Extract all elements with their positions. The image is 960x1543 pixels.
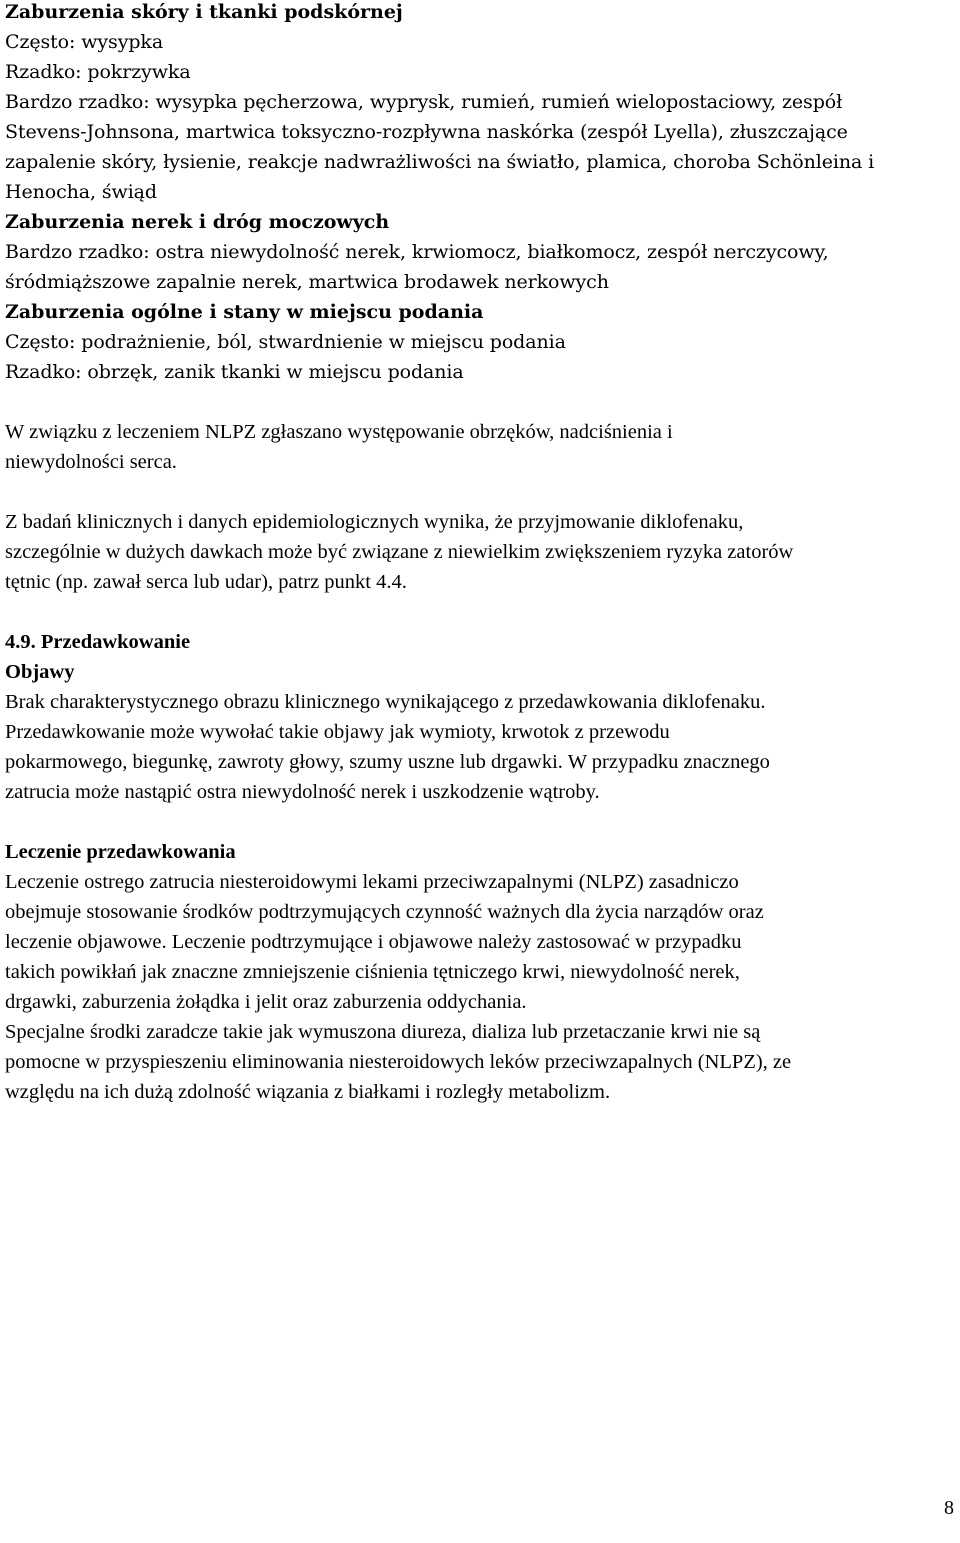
text-line: Bardzo rzadko: ostra niewydolność nerek, krwiomocz, białkomocz, zespół nerczycowy,: [5, 241, 829, 263]
text-line: Często: podrażnienie, ból, stwardnienie w miejscu podania: [5, 331, 566, 353]
subheading-treatment: Leczenie przedawkowania: [5, 841, 236, 863]
text-line: Henocha, świąd: [5, 181, 157, 203]
document-page: [5, 0, 955, 1107]
spacer: [5, 807, 955, 837]
page-number: 8: [944, 1497, 954, 1519]
section-title-overdose: 4.9. Przedawkowanie: [5, 631, 191, 653]
text-line: śródmiąższowe zapalnie nerek, martwica brodawek nerkowych: [5, 271, 609, 293]
subheading-symptoms: Objawy: [5, 661, 75, 683]
spacer: [5, 387, 955, 417]
text-line: względu na ich dużą zdolność wiązania z białkami i rozległy metabolizm.: [5, 1081, 611, 1103]
spacer: [5, 597, 955, 627]
text-line: niewydolności serca.: [5, 451, 177, 473]
text-line: leczenie objawowe. Leczenie podtrzymujące i objawowe należy zastosować w przypadku: [5, 931, 742, 953]
text-line: Brak charakterystycznego obrazu klinicznego wynikającego z przedawkowania diklofenaku.: [5, 691, 766, 713]
text-line: pomocne w przyspieszeniu eliminowania niesteroidowych leków przeciwzapalnych (NLPZ), ze: [5, 1051, 792, 1073]
text-line: tętnic (np. zawał serca lub udar), patrz punkt 4.4.: [5, 571, 407, 593]
text-line: Z badań klinicznych i danych epidemiologicznych wynika, że przyjmowanie diklofenaku,: [5, 511, 744, 533]
text-line: takich powikłań jak znaczne zmniejszenie ciśnienia tętniczego krwi, niewydolność nerek,: [5, 961, 740, 983]
text-line: Specjalne środki zaradcze takie jak wymuszona diureza, dializa lub przetaczanie krwi nie są: [5, 1021, 761, 1043]
text-line: W związku z leczeniem NLPZ zgłaszano występowanie obrzęków, nadciśnienia i: [5, 421, 673, 443]
text-line: Przedawkowanie może wywołać takie objawy jak wymioty, krwotok z przewodu: [5, 721, 670, 743]
text-line: Bardzo rzadko: wysypka pęcherzowa, wyprysk, rumień, rumień wielopostaciowy, zespół: [5, 91, 843, 113]
text-line: pokarmowego, biegunkę, zawroty głowy, szumy uszne lub drgawki. W przypadku znacznego: [5, 751, 770, 773]
text-line: zapalenie skóry, łysienie, reakcje nadwrażliwości na światło, plamica, choroba Schönleina i: [5, 151, 875, 173]
section-heading-general: Zaburzenia ogólne i stany w miejscu podania: [5, 301, 484, 323]
text-line: szczególnie w dużych dawkach może być związane z niewielkim zwiększeniem ryzyka zatorów: [5, 541, 794, 563]
text-line: Rzadko: pokrzywka: [5, 61, 191, 83]
text-line: Stevens-Johnsona, martwica toksyczno-rozpływna naskórka (zespół Lyella), złuszczające: [5, 121, 848, 143]
text-line: Leczenie ostrego zatrucia niesteroidowymi lekami przeciwzapalnymi (NLPZ) zasadniczo: [5, 871, 739, 893]
spacer: [5, 477, 955, 507]
section-heading-skin: Zaburzenia skóry i tkanki podskórnej: [5, 1, 403, 23]
text-line: Rzadko: obrzęk, zanik tkanki w miejscu podania: [5, 361, 464, 383]
text-line: obejmuje stosowanie środków podtrzymujących czynność ważnych dla życia narządów oraz: [5, 901, 764, 923]
text-line: zatrucia może nastąpić ostra niewydolność nerek i uszkodzenie wątroby.: [5, 781, 600, 803]
text-line: Często: wysypka: [5, 31, 164, 53]
text-line: drgawki, zaburzenia żołądka i jelit oraz zaburzenia oddychania.: [5, 991, 527, 1013]
section-heading-kidney: Zaburzenia nerek i dróg moczowych: [5, 211, 390, 233]
